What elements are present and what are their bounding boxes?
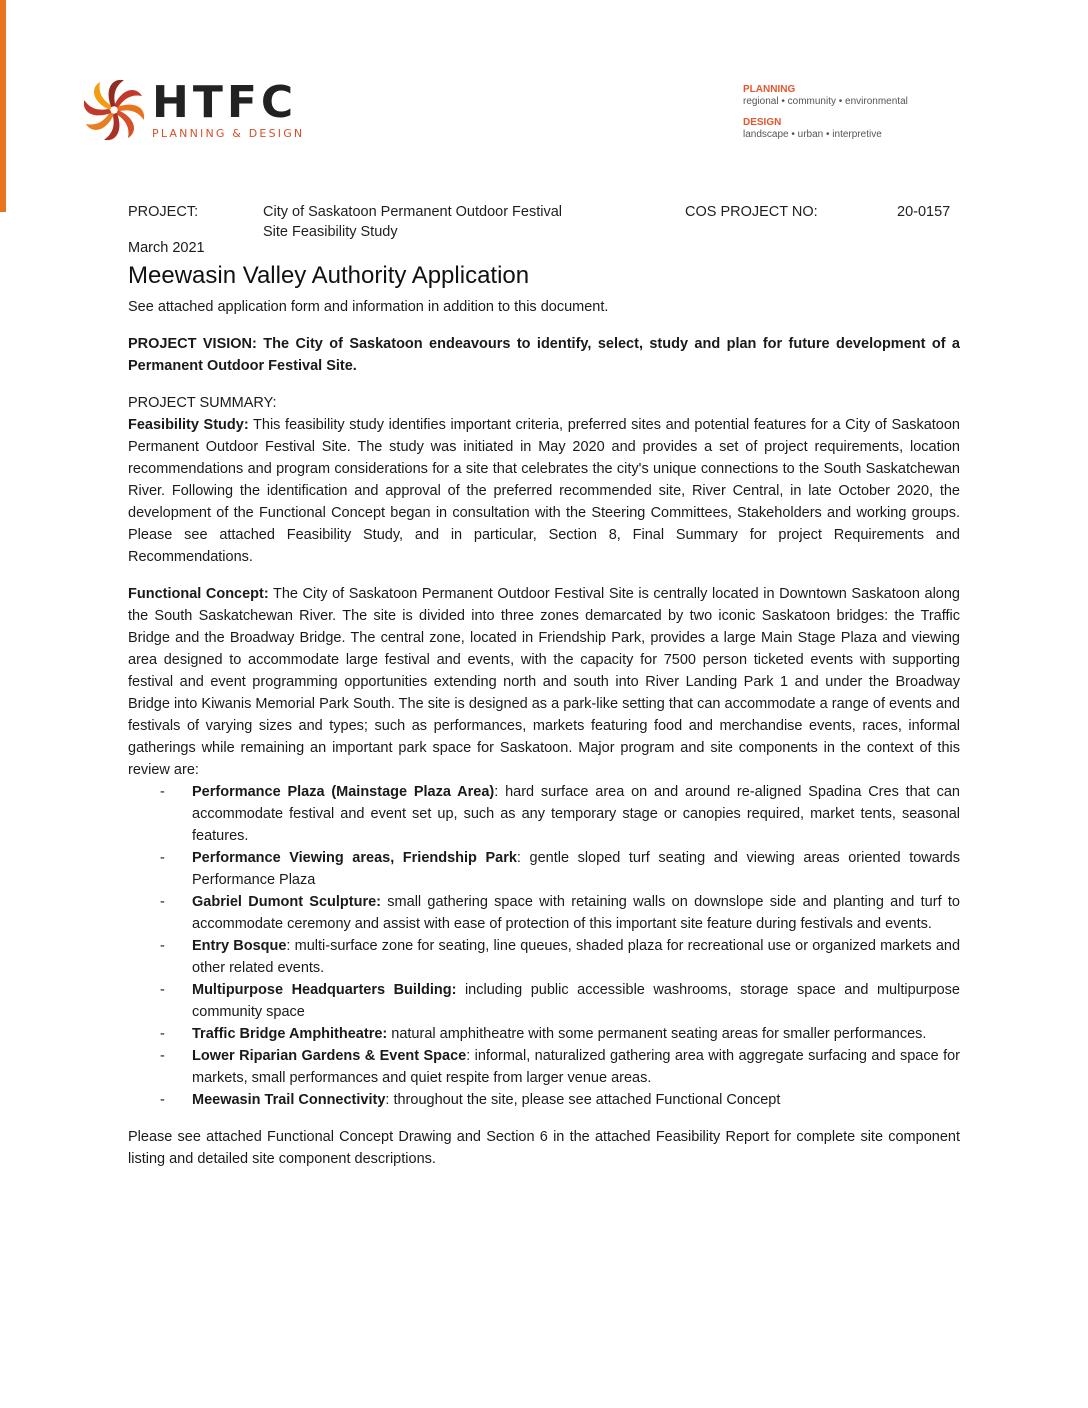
list-item: - Performance Plaza (Mainstage Plaza Area): hard surface area on and around re-aligned Spadina Cres that can accommodate festival and event set up, such as any temporary stage or canopies required, market tents, seasonal features. [160,784,960,844]
project-name-line1: City of Saskatoon Permanent Outdoor Festival [263,204,563,220]
component-title: Performance Viewing areas, Friendship Park [192,850,517,866]
project-name [263,202,562,242]
component-text: small gathering space with retaining walls on downslope side and planting and turf to accommodate ceremony and assist with ease of protection of this important site feature during festivals and events. [192,894,960,932]
list-item: - Traffic Bridge Amphitheatre: natural amphitheatre with some permanent seating areas for smaller performances. [160,1026,927,1042]
list-item: - Performance Viewing areas, Friendship Park: gentle sloped turf seating and viewing areas oriented towards Performance Plaza [160,850,960,888]
service-title-planning: PLANNING [743,84,796,95]
page-title: Meewasin Valley Authority Application [128,262,530,289]
intro-paragraph: See attached application form and information in addition to this document. [128,299,609,315]
logo-tagline: PLANNING & DESIGN [152,126,305,140]
htfc-logo [82,78,304,142]
vision-paragraph [128,333,960,377]
vision-label: PROJECT VISION: [128,336,257,352]
list-item: - Lower Riparian Gardens & Event Space: informal, naturalized gathering area with aggregate surfacing and space for markets, small performances and quiet respite from larger venue areas. [160,1048,960,1086]
project-name-line2: Site Feasibility Study [263,224,398,240]
feasibility-label: Feasibility Study: [128,417,249,433]
vision-text: The City of Saskatoon endeavours to identify, select, study and plan for future development of a Permanent Outdoor Festival Site. [128,336,960,374]
component-text: including public accessible washrooms, storage space and multipurpose community space [192,982,960,1020]
component-title: Gabriel Dumont Sculpture: [192,894,382,910]
accent-bar [0,0,6,212]
services-list [743,84,908,141]
component-title: Entry Bosque [192,938,287,954]
project-number-label: COS PROJECT NO: [685,204,818,220]
component-text: : multi-surface zone for seating, line queues, shaded plaza for recreational use or organized markets and other related events. [192,938,961,976]
document-body [128,296,960,1170]
project-label: PROJECT: [128,204,199,220]
component-title: Multipurpose Headquarters Building: [192,982,457,998]
functional-paragraph [128,583,960,781]
list-item: - Entry Bosque: multi-surface zone for seating, line queues, shaded plaza for recreational use or organized markets and other related events. [160,938,961,976]
component-title: Lower Riparian Gardens & Event Space [192,1048,467,1064]
summary-heading: PROJECT SUMMARY: [128,395,277,411]
component-text: : gentle sloped turf seating and viewing areas oriented towards Performance Plaza [192,850,960,888]
list-item: - Gabriel Dumont Sculpture: small gathering space with retaining walls on downslope side and planting and turf to accommodate ceremony and assist with ease of protection of this important site feature during festivals and events. [160,894,960,932]
logo-name: HTFC [152,76,298,128]
list-item: - Meewasin Trail Connectivity: throughout the site, please see attached Functional Concept [160,1092,781,1108]
component-text: : throughout the site, please see attached Functional Concept [385,1092,781,1108]
document-date: March 2021 [128,240,205,256]
service-items-planning: regional • community • environmental [743,96,908,107]
component-text: : hard surface area on and around re-aligned Spadina Cres that can accommodate festival and event set up, such as any temporary stage or canopies required, market tents, seasonal features. [192,784,960,844]
service-title-design: DESIGN [743,117,782,128]
project-number: 20-0157 [897,204,951,220]
service-items-design: landscape • urban • interpretive [743,129,882,140]
closing-paragraph: Please see attached Functional Concept Drawing and Section 6 in the attached Feasibility Report for complete site component listing and detailed site component descriptions. [128,1129,960,1167]
list-item: - Multipurpose Headquarters Building: including public accessible washrooms, storage space and multipurpose community space [160,982,960,1020]
components-list [128,781,960,1111]
component-text: natural amphitheatre with some permanent seating areas for smaller performances. [387,1026,927,1042]
functional-text: The City of Saskatoon Permanent Outdoor Festival Site is centrally located in Downtown Saskatoon along the South Saskatchewan River. The site is divided into three zones demarcated by two iconic Saskatoon bridges: the Traffic Bridge and the Broadway Bridge. The central zone, located in Friendship Park, provides a large Main Stage Plaza and viewing area designed to accommodate large festival and events, with the capacity for 7500 person ticketed events with supporting festival and event programming opportunities extending north and south into River Landing Park 1 and under the Broadway Bridge into Kiwanis Memorial Park South. The site is designed as a park-like setting that can accommodate a range of events and festivals of varying sizes and types; such as performances, markets featuring food and merchandise events, races, informal gatherings while remaining an important park space for Saskatoon. Major program and site components in the context of this review are: [128,586,960,778]
feasibility-paragraph [128,414,960,568]
feasibility-text: This feasibility study identifies important criteria, preferred sites and potential features for a City of Saskatoon Permanent Outdoor Festival Site. The study was initiated in May 2020 and provides a set of project requirements, location recommendations and program considerations for a site that celebrates the city's unique connections to the South Saskatchewan River. Following the identification and approval of the preferred recommended site, River Central, in late October 2020, the development of the Functional Concept began in consultation with the Steering Committees, Stakeholders and working groups. Please see attached Feasibility Study, and in particular, Section 8, Final Summary for project Requirements and Recommendations. [128,417,960,565]
component-title: Performance Plaza (Mainstage Plaza Area) [192,784,495,800]
pinwheel-logo-icon [82,78,146,142]
component-text: : informal, naturalized gathering area with aggregate surfacing and space for markets, small performances and quiet respite from larger venue areas. [192,1048,960,1086]
functional-label: Functional Concept: [128,586,269,602]
component-title: Meewasin Trail Connectivity [192,1092,386,1108]
component-title: Traffic Bridge Amphitheatre: [192,1026,388,1042]
